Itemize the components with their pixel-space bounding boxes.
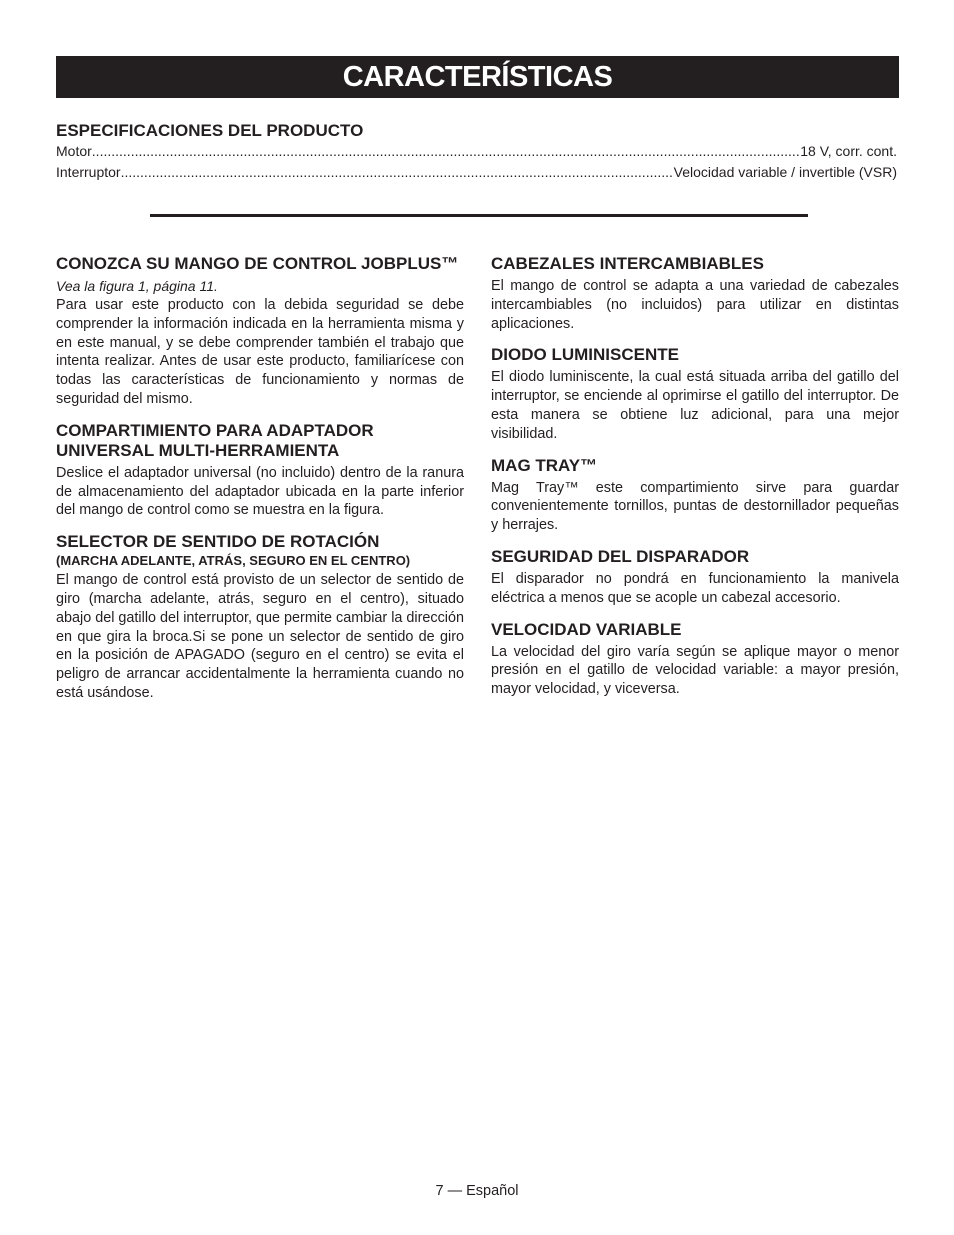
spec-value: Velocidad variable / invertible (VSR) — [673, 164, 897, 180]
spec-value: 18 V, corr. cont. — [800, 143, 897, 159]
specs-heading: ESPECIFICACIONES DEL PRODUCTO — [56, 121, 364, 140]
section-rotation-selector — [56, 532, 464, 703]
page-title: CARACTERÍSTICAS — [342, 61, 613, 93]
section-heading: COMPARTIMIENTO PARA ADAPTADOR UNIVERSAL MULTI-HERRAMIENTA — [56, 420, 374, 460]
section-body: El mango de control está provisto de un selector de sentido de giro (marcha adelante, atrás, seguro en el centro), situado abajo del gatillo del interruptor, que permite cambiar la dirección en que gira la broca.Si se pone un selector de sentido de giro en la posición de APAGADO (seguro en el centro) se evita el peligro de arrancar accidentalmente la herramienta cuando no está usándose. — [56, 572, 464, 701]
dot-leader — [92, 141, 800, 162]
spec-label: Interruptor — [56, 164, 121, 180]
spec-row-motor — [56, 141, 897, 162]
section-heading: CONOZCA SU MANGO DE CONTROL JOBPLUS™ — [56, 254, 459, 273]
page-title-bar — [56, 56, 899, 98]
section-body: La velocidad del giro varía según se aplique mayor o menor presión en el gatillo de velocidad variable: a mayor presión, mayor velocidad, y viceversa. — [491, 643, 899, 698]
section-heading: CABEZALES INTERCAMBIABLES — [491, 254, 764, 273]
figure-reference: Vea la figura 1, página 11. — [56, 278, 218, 294]
section-jobplus — [56, 254, 464, 409]
spec-label: Motor — [56, 143, 92, 159]
section-body: El mango de control se adapta a una variedad de cabezales intercambiables (no incluidos) para utilizar en distintas aplicaciones. — [491, 278, 899, 332]
section-body: Mag Tray™ este compartimiento sirve para guardar convenientemente tornillos, puntas de destornillador pequeñas y herrajes. — [491, 479, 899, 534]
section-heading: MAG TRAY™ — [491, 455, 598, 475]
section-body: Para usar este producto con la debida seguridad se debe comprender la información indicada en la herramienta misma y en este manual, y se debe comprender también el trabajo que intenta realizar. Antes de usar este producto, familiarícese con todas las características de funcionamiento y normas de seguridad del mismo. — [56, 297, 464, 407]
section-variable-speed — [491, 620, 899, 699]
section-adapter-compartment — [56, 421, 464, 520]
section-subheading: (MARCHA ADELANTE, ATRÁS, SEGURO EN EL CENTRO) — [56, 553, 411, 569]
section-mag-tray — [491, 456, 899, 535]
dot-leader — [121, 162, 674, 183]
section-led — [491, 345, 899, 443]
section-heading: DIODO LUMINISCENTE — [491, 345, 679, 365]
section-heading: SELECTOR DE SENTIDO DE ROTACIÓN — [56, 532, 380, 552]
left-column — [56, 254, 464, 715]
section-heading: VELOCIDAD VARIABLE — [491, 619, 682, 639]
right-column — [491, 254, 899, 711]
page-footer: 7 — Español — [435, 1183, 519, 1199]
spec-row-switch — [56, 162, 897, 183]
product-specifications — [56, 121, 897, 183]
section-body: El diodo luminiscente, la cual está situada arriba del gatillo del interruptor, se enciende al oprimirse el gatillo del interruptor. De esta manera se obtiene luz adicional, para una mejor visibilidad. — [491, 369, 899, 442]
section-body: Deslice el adaptador universal (no incluido) dentro de la ranura de almacenamiento del adaptador ubicada en la parte inferior del mango de control como se muestra en la figura. — [56, 464, 464, 519]
section-body: El disparador no pondrá en funcionamiento la manivela eléctrica a menos que se acople un cabezal accesorio. — [491, 570, 899, 606]
section-trigger-safety — [491, 547, 899, 608]
section-heading: SEGURIDAD DEL DISPARADOR — [491, 546, 750, 566]
section-interchangeable-heads — [491, 254, 899, 333]
section-divider — [150, 214, 808, 217]
